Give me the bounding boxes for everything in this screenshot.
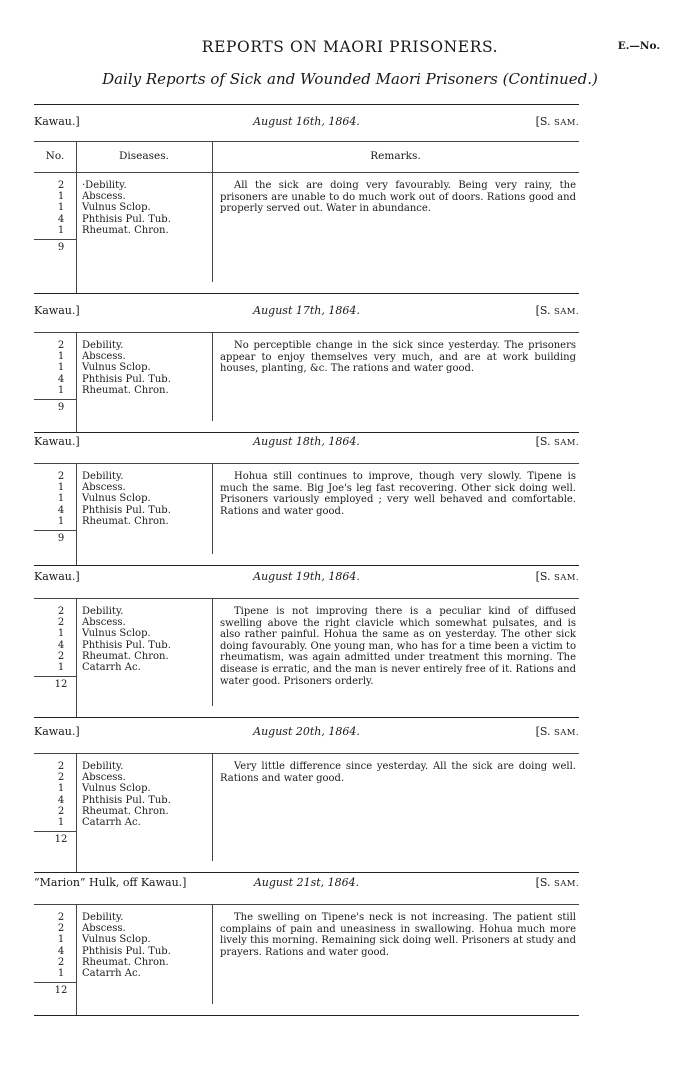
- column-divider: [212, 463, 213, 554]
- case-count: 2: [57, 650, 65, 662]
- page-code: E.—No.: [617, 40, 660, 52]
- disease-item: Catarrh Ac.: [82, 817, 141, 829]
- section-rule: [34, 904, 579, 905]
- case-count: 1: [57, 515, 65, 527]
- page-subtitle: Daily Reports of Sick and Wounded Maori Prisoners (Continued.): [102, 70, 598, 88]
- case-count: 2: [57, 923, 65, 935]
- column-divider: [76, 463, 77, 566]
- disease-item: Debility.: [82, 340, 124, 351]
- disease-item: Phthisis Pul. Tub.: [82, 945, 171, 957]
- report-end-rule: [34, 1015, 579, 1016]
- total-count: 12: [54, 679, 68, 691]
- section-rule: [34, 598, 579, 599]
- total-count: 9: [57, 402, 65, 413]
- disease-item: Vulnus Sclop.: [82, 628, 151, 640]
- column-divider: [76, 332, 77, 433]
- disease-item: Rheumat. Chron.: [82, 650, 169, 662]
- report-place: Kawau.]: [34, 435, 80, 448]
- disease-item: Rheumat. Chron.: [82, 224, 169, 236]
- disease-item: Catarrh Ac.: [82, 662, 141, 674]
- case-counts: [54, 912, 68, 979]
- report-entry: [34, 304, 579, 433]
- report-end-rule: [34, 565, 579, 566]
- report-date: August 16th, 1864.: [253, 115, 360, 128]
- case-count: 4: [57, 213, 65, 225]
- section-rule: [34, 332, 579, 333]
- report-place: “Marion” Hulk, off Kawau.]: [34, 876, 187, 889]
- disease-item: Rheumat. Chron.: [82, 805, 169, 817]
- case-counts: [54, 471, 68, 527]
- case-count: 4: [57, 639, 65, 651]
- column-header-diseases: Diseases.: [119, 150, 169, 162]
- case-count: 1: [57, 662, 65, 674]
- case-count: 1: [57, 362, 65, 374]
- total-rule: [34, 239, 76, 240]
- report-entry: [34, 435, 579, 566]
- column-divider: [76, 141, 77, 294]
- case-count: 1: [57, 191, 65, 203]
- column-header-no: No.: [45, 150, 65, 162]
- section-rule: [34, 463, 579, 464]
- case-count: 1: [57, 202, 65, 214]
- case-count: 1: [57, 934, 65, 946]
- report-date: August 20th, 1864.: [253, 725, 360, 738]
- report-remarks: All the sick are doing very favourably. Being very rainy, the prisoners are unable to do much work out of doors. Rations good and properly served out. Water in abundance.: [220, 180, 576, 215]
- disease-item: Vulnus Sclop.: [82, 362, 151, 374]
- section-rule: [34, 172, 579, 173]
- report-date: August 21st, 1864.: [253, 876, 360, 889]
- case-count: 2: [57, 606, 65, 617]
- total-count: 9: [57, 242, 65, 253]
- report-signature: [S. SAM.: [535, 115, 579, 128]
- case-counts: [54, 761, 68, 828]
- disease-item: Abscess.: [82, 772, 126, 784]
- total-count: 12: [54, 985, 68, 997]
- case-count: 2: [57, 340, 65, 351]
- case-count: 4: [57, 794, 65, 806]
- case-count: 1: [57, 817, 65, 829]
- case-counts: [54, 180, 68, 236]
- top-rule: [34, 104, 579, 105]
- case-count: 1: [57, 628, 65, 640]
- report-place: Kawau.]: [34, 304, 80, 317]
- disease-item: Abscess.: [82, 351, 126, 363]
- case-counts: [54, 606, 68, 673]
- disease-item: Rheumat. Chron.: [82, 956, 169, 968]
- disease-item: Debility.: [82, 912, 124, 923]
- column-divider: [212, 141, 213, 282]
- case-count: 1: [57, 783, 65, 795]
- case-count: 4: [57, 373, 65, 385]
- disease-item: Vulnus Sclop.: [82, 493, 151, 505]
- column-divider: [76, 904, 77, 1016]
- disease-item: Rheumat. Chron.: [82, 384, 169, 396]
- column-divider: [76, 753, 77, 873]
- disease-list: [82, 761, 171, 828]
- disease-item: Phthisis Pul. Tub.: [82, 213, 171, 225]
- disease-list: [82, 912, 171, 979]
- disease-item: Phthisis Pul. Tub.: [82, 794, 171, 806]
- disease-item: Debility.: [82, 471, 124, 482]
- disease-item: Abscess.: [82, 617, 126, 629]
- disease-item: Vulnus Sclop.: [82, 934, 151, 946]
- case-count: 1: [57, 351, 65, 363]
- column-divider: [212, 904, 213, 1004]
- disease-list: [82, 340, 171, 396]
- case-count: 1: [57, 224, 65, 236]
- total-rule: [34, 831, 76, 832]
- report-end-rule: [34, 293, 579, 294]
- report-end-rule: [34, 432, 579, 433]
- case-count: 2: [57, 761, 65, 772]
- case-counts: [54, 340, 68, 396]
- column-divider: [212, 598, 213, 706]
- report-date: August 19th, 1864.: [253, 570, 360, 583]
- report-end-rule: [34, 872, 579, 873]
- column-divider: [76, 598, 77, 718]
- section-rule: [34, 753, 579, 754]
- disease-item: Phthisis Pul. Tub.: [82, 639, 171, 651]
- column-header-remarks: Remarks.: [370, 150, 421, 162]
- report-signature: [S. SAM.: [535, 435, 579, 448]
- disease-item: Catarrh Ac.: [82, 968, 141, 980]
- case-count: 1: [57, 493, 65, 505]
- disease-item: Vulnus Sclop.: [82, 202, 151, 214]
- disease-item: ·Debility.: [82, 180, 127, 191]
- disease-item: Rheumat. Chron.: [82, 515, 169, 527]
- disease-item: Abscess.: [82, 191, 126, 203]
- report-signature: [S. SAM.: [535, 725, 579, 738]
- disease-list: [82, 471, 171, 527]
- disease-item: Debility.: [82, 761, 124, 772]
- case-count: 2: [57, 805, 65, 817]
- column-header-rule: [34, 141, 579, 142]
- case-count: 4: [57, 945, 65, 957]
- case-count: 1: [57, 968, 65, 980]
- total-rule: [34, 530, 76, 531]
- report-signature: [S. SAM.: [535, 304, 579, 317]
- disease-item: Phthisis Pul. Tub.: [82, 504, 171, 516]
- disease-item: Abscess.: [82, 482, 126, 494]
- disease-item: Debility.: [82, 606, 124, 617]
- report-place: Kawau.]: [34, 725, 80, 738]
- case-count: 2: [57, 471, 65, 482]
- report-place: Kawau.]: [34, 570, 80, 583]
- case-count: 2: [57, 956, 65, 968]
- total-count: 9: [57, 533, 65, 544]
- disease-item: Abscess.: [82, 923, 126, 935]
- disease-item: Vulnus Sclop.: [82, 783, 151, 795]
- report-place: Kawau.]: [34, 115, 80, 128]
- report-date: August 17th, 1864.: [253, 304, 360, 317]
- column-divider: [212, 332, 213, 421]
- report-date: August 18th, 1864.: [253, 435, 360, 448]
- case-count: 2: [57, 180, 65, 191]
- column-divider: [212, 753, 213, 861]
- report-remarks: Very little difference since yesterday. All the sick are doing well. Rations and water good.: [220, 761, 576, 784]
- total-count: 12: [54, 834, 68, 846]
- case-count: 4: [57, 504, 65, 516]
- report-signature: [S. SAM.: [535, 570, 579, 583]
- case-count: 1: [57, 482, 65, 494]
- report-remarks: Tipene is not improving there is a peculiar kind of diffused swelling above the right clavicle which somewhat pulsates, and is also rather painful. Hohua the same as on yesterday. The other sick doing favourably. One young man, who has for a time been a victim to rheumatism, was again admitted under treatment this morning. The disease is erratic, and the man is never entirely free of it. Rations and water good. Prisoners orderly.: [220, 606, 576, 687]
- disease-list: [82, 180, 171, 236]
- disease-item: Phthisis Pul. Tub.: [82, 373, 171, 385]
- case-count: 2: [57, 617, 65, 629]
- report-entry: [34, 570, 579, 718]
- report-remarks: The swelling on Tipene's neck is not increasing. The patient still complains of pain and uneasiness in swallowing. Hohua much more lively this morning. Remaining sick doing well. Prisoners at study and prayers. Rations and water good.: [220, 912, 576, 958]
- report-remarks: No perceptible change in the sick since yesterday. The prisoners appear to enjoy themselves very much, and are at work building houses, planting, &c. The rations and water good.: [220, 340, 576, 375]
- report-entry: [34, 876, 579, 1016]
- total-rule: [34, 982, 76, 983]
- report-remarks: Hohua still continues to improve, though very slowly. Tipene is much the same. Big Joe's leg fast recovering. Other sick doing well. Prisoners variously employed ; very well behaved and comfortable. Rations and water good.: [220, 471, 576, 517]
- report-end-rule: [34, 717, 579, 718]
- total-rule: [34, 399, 76, 400]
- report-entry: [34, 115, 579, 294]
- report-signature: [S. SAM.: [535, 876, 579, 889]
- report-entry: [34, 725, 579, 873]
- disease-list: [82, 606, 171, 673]
- page-title: REPORTS ON MAORI PRISONERS.: [201, 38, 499, 56]
- case-count: 2: [57, 912, 65, 923]
- case-count: 2: [57, 772, 65, 784]
- total-rule: [34, 676, 76, 677]
- case-count: 1: [57, 384, 65, 396]
